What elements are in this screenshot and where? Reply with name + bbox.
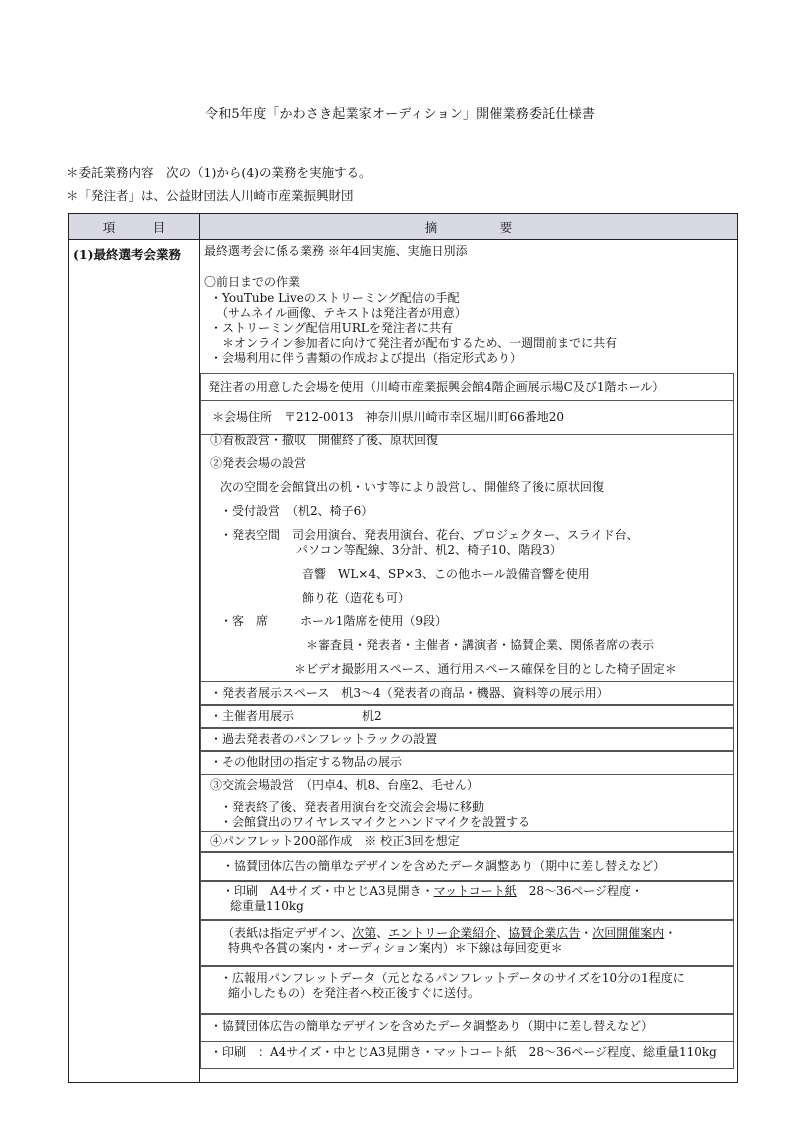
summary-line: 飾り花（造花も可） xyxy=(302,591,411,605)
cover-content-line: （表紙は指定デザイン、次第、エントリー企業紹介、協賛企業広告・次回開催案内・ xyxy=(222,926,677,940)
summary-line: ・客 席 xyxy=(220,614,269,628)
summary-line: ＊審査員・発表者・主催者・講演者・協賛企業、関係者席の表示 xyxy=(306,638,655,652)
summary-line: ・会館貸出のワイヤレスマイクとハンドマイクを設置する xyxy=(220,815,530,829)
print-spec-line: ・印刷 A4サイズ・中とじA3見開き・マットコート紙 28～36ページ程度・ xyxy=(222,884,644,898)
summary-line: ・過去発表者のパンフレットラックの設置 xyxy=(210,732,438,746)
summary-line: 次の空間を会館貸出の机・いす等により設営し、開催終了後に原状回復 xyxy=(220,480,605,494)
summary-line: 縮小したもの）を発注者へ校正後すぐに送付。 xyxy=(228,986,481,1000)
summary-line: ・協賛団体広告の簡単なデザインを含めたデータ調整あり（期中に差し替えなど） xyxy=(222,859,666,873)
summary-line: ・受付設営 （机2、椅子6） xyxy=(220,504,374,518)
summary-line: ・発表終了後、発表者用演台を交流会会場に移動 xyxy=(220,800,485,814)
summary-line: 発注者の用意した会場を使用（川崎市産業振興会館4階企画展示場C及び1階ホール） xyxy=(208,380,665,394)
summary-line: ・広報用パンフレットデータ（元となるパンフレットデータのサイズを10分の1程度に xyxy=(220,971,685,985)
summary-line: ①看板設営・撤収 開催終了後、原状回復 xyxy=(210,433,439,447)
summary-line: 音響 WL×4、SP×3、この他ホール設備音響を使用 xyxy=(302,567,590,581)
summary-line: ・ストリーミング配信用URLを発注者に共有 xyxy=(210,321,453,335)
item-cell xyxy=(69,240,200,1083)
summary-line: ＊オンライン参加者に向けて発注者が配布するため、一週間前までに共有 xyxy=(222,336,618,350)
summary-line: ・協賛団体広告の簡単なデザインを含めたデータ調整あり（期中に差し替えなど） xyxy=(210,1019,654,1033)
summary-line: 机2 xyxy=(362,709,382,723)
document-title: 令和5年度「かわさき起業家オーディション」開催業務委託仕様書 xyxy=(205,107,595,122)
table-row xyxy=(69,240,738,1083)
table-header-row xyxy=(69,214,738,240)
summary-line: ・主催者用展示 xyxy=(210,709,295,723)
item-label: (1)最終選考会業務 xyxy=(73,247,182,262)
summary-line: パソコン等配線、3分計、机2、椅子10、階段3） xyxy=(296,543,562,557)
summary-line: ・発表者展示スペース 机3～4（発表者の商品・機器、資料等の展示用） xyxy=(210,686,609,700)
header-summary: 摘 要 xyxy=(200,214,738,240)
summary-line: （サムネイル画像、テキストは発注者が用意） xyxy=(216,306,467,320)
header-item: 項 目 xyxy=(69,214,200,240)
summary-line: ④パンフレット200部作成 ※ 校正3回を想定 xyxy=(210,834,460,848)
summary-line: 最終選考会に係る業務 ※年4回実施、実施日別添 xyxy=(204,244,468,258)
summary-cell xyxy=(200,240,738,1083)
summary-content xyxy=(200,240,737,1082)
summary-line: ＊ビデオ撮影用スペース、通行用スペース確保を目的とした椅子固定＊ xyxy=(294,662,677,676)
summary-line: ・YouTube Liveのストリーミング配信の手配 xyxy=(210,291,460,305)
summary-line: ②発表会場の設営 xyxy=(210,456,307,470)
intro-line-1: ＊委託業務内容 次の（1)から(4)の業務を実施する。 xyxy=(66,165,372,180)
summary-line: 〇前日までの作業 xyxy=(204,275,301,289)
summary-line: ホール1階席を使用（9段） xyxy=(300,614,448,628)
summary-line: ・発表空間 司会用演台、発表用演台、花台、プロジェクター、スライド台、 xyxy=(220,528,639,542)
summary-line: ・印刷 ：A4サイズ・中とじA3見開き・マットコート紙 28～36ページ程度、総重量110kg xyxy=(210,1045,717,1059)
spec-table xyxy=(68,213,738,1083)
summary-line: 総重量110kg xyxy=(230,899,304,913)
summary-line: ③交流会場設営 （円卓4、机8、台座2、毛せん） xyxy=(210,778,479,792)
summary-line: ＊会場住所 〒212-0013 神奈川県川崎市幸区堀川町66番地20 xyxy=(212,410,565,424)
summary-line: ・その他財団の指定する物品の展示 xyxy=(210,755,403,769)
summary-line: ・会場利用に伴う書類の作成および提出（指定形式あり） xyxy=(210,351,523,365)
summary-line: 特典や各賞の案内・オーディション案内）＊下線は毎回変更＊ xyxy=(228,941,563,955)
intro-line-2: ＊「発注者」は、公益財団法人川崎市産業振興財団 xyxy=(66,188,354,203)
